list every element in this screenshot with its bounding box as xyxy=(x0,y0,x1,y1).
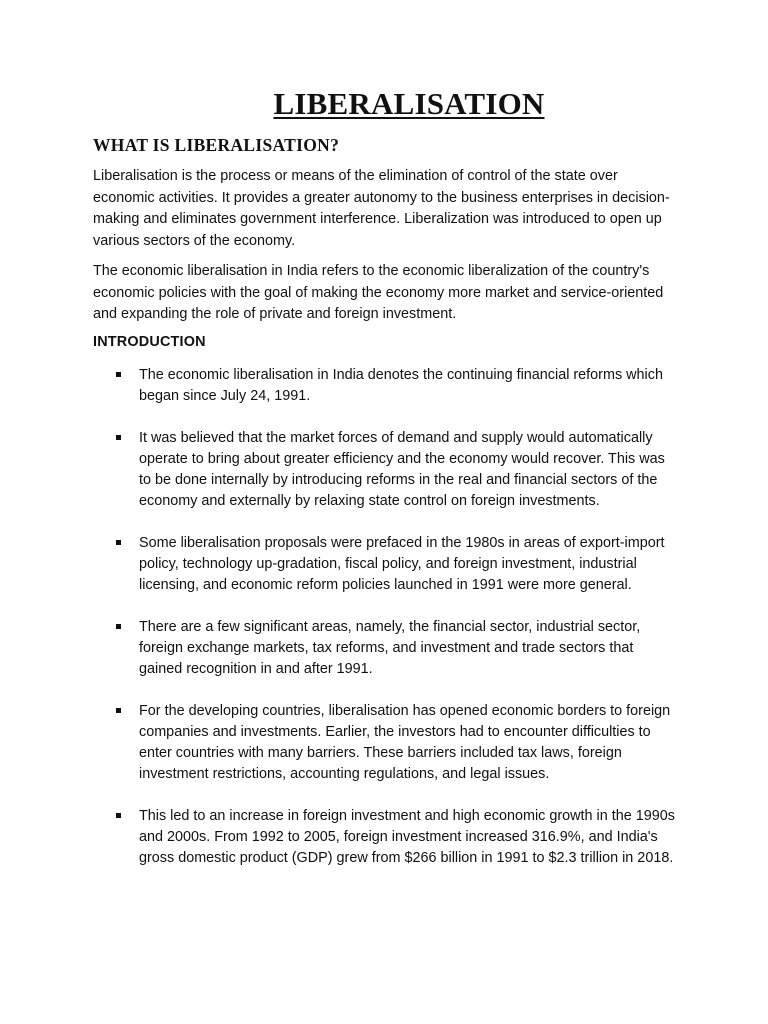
square-bullet-icon xyxy=(116,624,121,629)
square-bullet-icon xyxy=(116,372,121,377)
square-bullet-icon xyxy=(116,813,121,818)
india-liberalisation-paragraph: The economic liberalisation in India refers to the economic liberalization of the country's economic policies with the goal of making the economy more market and service-oriented and expanding the role of private and foreign investment. xyxy=(93,263,664,322)
bullet-text: There are a few significant areas, namely, the financial sector, industrial sector, foreign exchange markets, tax reforms, and investment and trade sectors that gained recognition in and after 1991. xyxy=(139,619,641,677)
list-item xyxy=(0,533,679,596)
bullet-text: For the developing countries, liberalisation has opened economic borders to foreign companies and investments. Earlier, the investors had to encounter difficulties to enter countries with many barriers. These barriers included tax laws, foreign investment restrictions, accounting regulations, and legal issues. xyxy=(139,703,671,782)
section-heading-what-is: WHAT IS LIBERALISATION? xyxy=(93,135,340,155)
introduction-heading: INTRODUCTION xyxy=(93,334,206,350)
list-item xyxy=(0,617,679,680)
bullet-text: This led to an increase in foreign investment and high economic growth in the 1990s and 2000s. From 1992 to 2005, foreign investment increased 316.9%, and India's gross domestic product (GDP) grew from $266 billion in 1991 to $2.3 trillion in 2018. xyxy=(139,808,675,866)
list-item xyxy=(0,806,679,869)
square-bullet-icon xyxy=(116,435,121,440)
square-bullet-icon xyxy=(116,540,121,545)
bullet-text: It was believed that the market forces of demand and supply would automatically operate to bring about greater efficiency and the economy would recover. This was to be done internally by introducing reforms in the real and financial sectors of the economy and externally by relaxing state control on foreign investments. xyxy=(139,430,665,509)
bullet-text: The economic liberalisation in India denotes the continuing financial reforms which began since July 24, 1991. xyxy=(139,367,663,404)
list-item xyxy=(0,365,679,407)
list-item xyxy=(0,428,679,512)
square-bullet-icon xyxy=(116,708,121,713)
definition-paragraph: Liberalisation is the process or means of the elimination of control of the state over economic activities. It provides a greater autonomy to the business enterprises in decision-making and eliminates government interference. Liberalization was introduced to open up various sectors of the economy. xyxy=(93,168,670,249)
list-item xyxy=(0,701,679,785)
document-title: LIBERALISATION xyxy=(273,86,545,121)
introduction-bullet-list xyxy=(0,365,768,890)
bullet-text: Some liberalisation proposals were prefaced in the 1980s in areas of export-import policy, technology up-gradation, fiscal policy, and foreign investment, industrial licensing, and economic reform policies launched in 1991 were more general. xyxy=(139,535,665,593)
